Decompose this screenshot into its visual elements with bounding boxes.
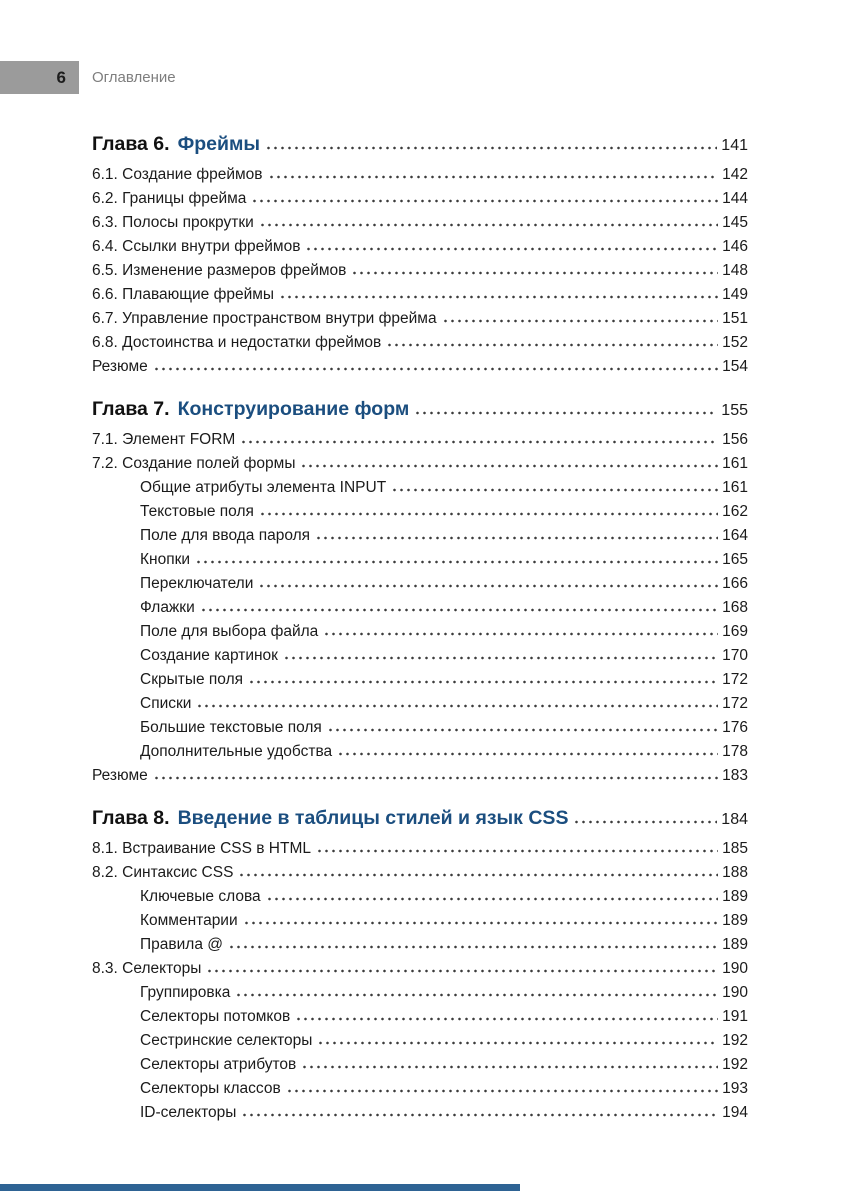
page-ref: 185 (722, 840, 748, 857)
page-ref: 190 (722, 960, 748, 977)
entry-title: Резюме (92, 358, 148, 375)
footer-decoration-bar (0, 1184, 520, 1191)
entry-title: Ключевые слова (140, 888, 261, 905)
toc-entry (92, 283, 748, 307)
toc-entry (92, 259, 748, 283)
page-number: 6 (56, 67, 66, 87)
page-number-box (0, 61, 79, 94)
leader-dots (327, 717, 718, 733)
leader-dots (316, 838, 718, 854)
leader-dots (241, 1102, 718, 1118)
leader-dots (228, 934, 718, 950)
entry-title: 8.2. Синтаксис CSS (92, 864, 234, 881)
leader-dots (238, 862, 718, 878)
page-ref: 170 (722, 647, 748, 664)
entry-title: Поле для выбора файла (140, 623, 319, 640)
toc-entry (92, 500, 748, 524)
entry-title: Дополнительные удобства (140, 743, 333, 760)
toc-entry (92, 837, 748, 861)
toc-entry (92, 355, 748, 379)
page-ref: 161 (722, 455, 748, 472)
page-ref: 154 (722, 358, 748, 375)
toc-entry (92, 644, 748, 668)
page-ref: 178 (722, 743, 748, 760)
toc-entry (92, 885, 748, 909)
leader-dots (266, 886, 719, 902)
page-ref: 191 (722, 1008, 748, 1025)
leader-dots (279, 284, 718, 300)
leader-dots (153, 765, 718, 781)
page-ref: 192 (722, 1056, 748, 1073)
entry-title: 6.1. Создание фреймов (92, 166, 263, 183)
toc-entry (92, 235, 748, 259)
leader-dots (240, 429, 718, 445)
page-ref: 184 (721, 811, 748, 828)
entry-title: Правила @ (140, 936, 223, 953)
toc-entry (92, 981, 748, 1005)
page-ref: 194 (722, 1104, 748, 1121)
page-ref: 149 (722, 286, 748, 303)
toc-chapter-entry (92, 394, 748, 426)
leader-dots (414, 396, 717, 416)
leader-dots (301, 1054, 718, 1070)
page-ref: 176 (722, 719, 748, 736)
page-ref: 189 (722, 936, 748, 953)
page-ref: 144 (722, 190, 748, 207)
toc-entry (92, 1101, 748, 1125)
leader-dots (259, 501, 718, 517)
toc-entry (92, 909, 748, 933)
leader-dots (351, 260, 718, 276)
toc-entry (92, 307, 748, 331)
leader-dots (268, 164, 719, 180)
page-ref: 169 (722, 623, 748, 640)
page-ref: 188 (722, 864, 748, 881)
page-ref: 172 (722, 671, 748, 688)
page-ref: 189 (722, 912, 748, 929)
page-ref: 168 (722, 599, 748, 616)
entry-title: 6.4. Ссылки внутри фреймов (92, 238, 301, 255)
page-ref: 165 (722, 551, 748, 568)
entry-title: 8.3. Селекторы (92, 960, 202, 977)
page-ref: 148 (722, 262, 748, 279)
toc-entry (92, 764, 748, 788)
toc-entry (92, 476, 748, 500)
leader-dots (235, 982, 718, 998)
toc-entry (92, 331, 748, 355)
toc-entry (92, 692, 748, 716)
leader-dots (315, 525, 718, 541)
entry-title: 6.3. Полосы прокрутки (92, 214, 254, 231)
entry-title: Группировка (140, 984, 231, 1001)
toc-entry (92, 740, 748, 764)
page-ref: 162 (722, 503, 748, 520)
entry-title: Скрытые поля (140, 671, 244, 688)
entry-title: Резюме (92, 767, 148, 784)
entry-title: Сестринские селекторы (140, 1032, 313, 1049)
toc-entry (92, 1005, 748, 1029)
entry-title: 7.1. Элемент FORM (92, 431, 236, 448)
toc-entry (92, 716, 748, 740)
leader-dots (442, 308, 719, 324)
entry-title: Общие атрибуты элемента INPUT (140, 479, 387, 496)
leader-dots (251, 188, 718, 204)
leader-dots (386, 332, 718, 348)
leader-dots (200, 597, 718, 613)
toc-entry (92, 1053, 748, 1077)
page-ref: 166 (722, 575, 748, 592)
entry-title: Создание картинок (140, 647, 278, 664)
toc-entry (92, 524, 748, 548)
page-ref: 142 (722, 166, 748, 183)
running-title: Оглавление (92, 69, 176, 86)
leader-dots (286, 1078, 718, 1094)
entry-title: Фреймы (177, 133, 261, 155)
toc-entry (92, 1029, 748, 1053)
toc-entry (92, 428, 748, 452)
toc-entry (92, 668, 748, 692)
page-ref: 192 (722, 1032, 748, 1049)
page-ref: 172 (722, 695, 748, 712)
leader-dots (265, 131, 717, 151)
page-ref: 155 (721, 402, 748, 419)
page-ref: 164 (722, 527, 748, 544)
leader-dots (258, 573, 718, 589)
entry-title: Кнопки (140, 551, 191, 568)
leader-dots (317, 1030, 718, 1046)
page-ref: 145 (722, 214, 748, 231)
page-ref: 152 (722, 334, 748, 351)
leader-dots (295, 1006, 718, 1022)
toc-entry (92, 957, 748, 981)
leader-dots (206, 958, 718, 974)
page-ref: 193 (722, 1080, 748, 1097)
entry-title: Селекторы потомков (140, 1008, 291, 1025)
page-ref: 161 (722, 479, 748, 496)
entry-title: Поле для ввода пароля (140, 527, 311, 544)
entry-title: Списки (140, 695, 192, 712)
page-ref: 183 (722, 767, 748, 784)
entry-title: Селекторы классов (140, 1080, 281, 1097)
leader-dots (248, 669, 718, 685)
entry-title: Конструирование форм (177, 398, 410, 420)
entry-title: 6.2. Границы фрейма (92, 190, 247, 207)
toc-entry (92, 596, 748, 620)
entry-title: 6.7. Управление пространством внутри фрейма (92, 310, 437, 327)
toc-entry (92, 187, 748, 211)
leader-dots (259, 212, 718, 228)
toc-entry (92, 620, 748, 644)
entry-title: 6.8. Достоинства и недостатки фреймов (92, 334, 382, 351)
page-header (0, 61, 176, 94)
leader-dots (573, 805, 717, 825)
page-ref: 151 (722, 310, 748, 327)
entry-title: Флажки (140, 599, 195, 616)
toc-chapter-entry (92, 803, 748, 835)
toc-chapter-entry (92, 129, 748, 161)
leader-dots (195, 549, 718, 565)
chapter-label: Глава 7. (92, 398, 170, 420)
entry-title: 8.1. Встраивание CSS в HTML (92, 840, 311, 857)
leader-dots (153, 356, 718, 372)
page-ref: 141 (721, 137, 748, 154)
entry-title: 6.6. Плавающие фреймы (92, 286, 275, 303)
entry-title: Переключатели (140, 575, 254, 592)
entry-title: Текстовые поля (140, 503, 254, 520)
page-ref: 190 (722, 984, 748, 1001)
entry-title: ID-селекторы (140, 1104, 237, 1121)
page-ref: 156 (722, 431, 748, 448)
toc-entry (92, 211, 748, 235)
toc-list (92, 114, 748, 1125)
page-ref: 189 (722, 888, 748, 905)
leader-dots (283, 645, 718, 661)
entry-title: 7.2. Создание полей формы (92, 455, 296, 472)
chapter-label: Глава 8. (92, 807, 170, 829)
entry-title: Комментарии (140, 912, 238, 929)
leader-dots (337, 741, 718, 757)
leader-dots (323, 621, 718, 637)
page-ref: 146 (722, 238, 748, 255)
toc-entry (92, 1077, 748, 1101)
leader-dots (243, 910, 719, 926)
toc-entry (92, 452, 748, 476)
leader-dots (391, 477, 718, 493)
toc-entry (92, 933, 748, 957)
entry-title: 6.5. Изменение размеров фреймов (92, 262, 347, 279)
entry-title: Селекторы атрибутов (140, 1056, 297, 1073)
toc-entry (92, 572, 748, 596)
toc-entry (92, 163, 748, 187)
chapter-label: Глава 6. (92, 133, 170, 155)
entry-title: Введение в таблицы стилей и язык CSS (177, 807, 569, 829)
leader-dots (196, 693, 718, 709)
leader-dots (300, 453, 718, 469)
leader-dots (305, 236, 718, 252)
toc-entry (92, 548, 748, 572)
entry-title: Большие текстовые поля (140, 719, 322, 736)
toc-entry (92, 861, 748, 885)
